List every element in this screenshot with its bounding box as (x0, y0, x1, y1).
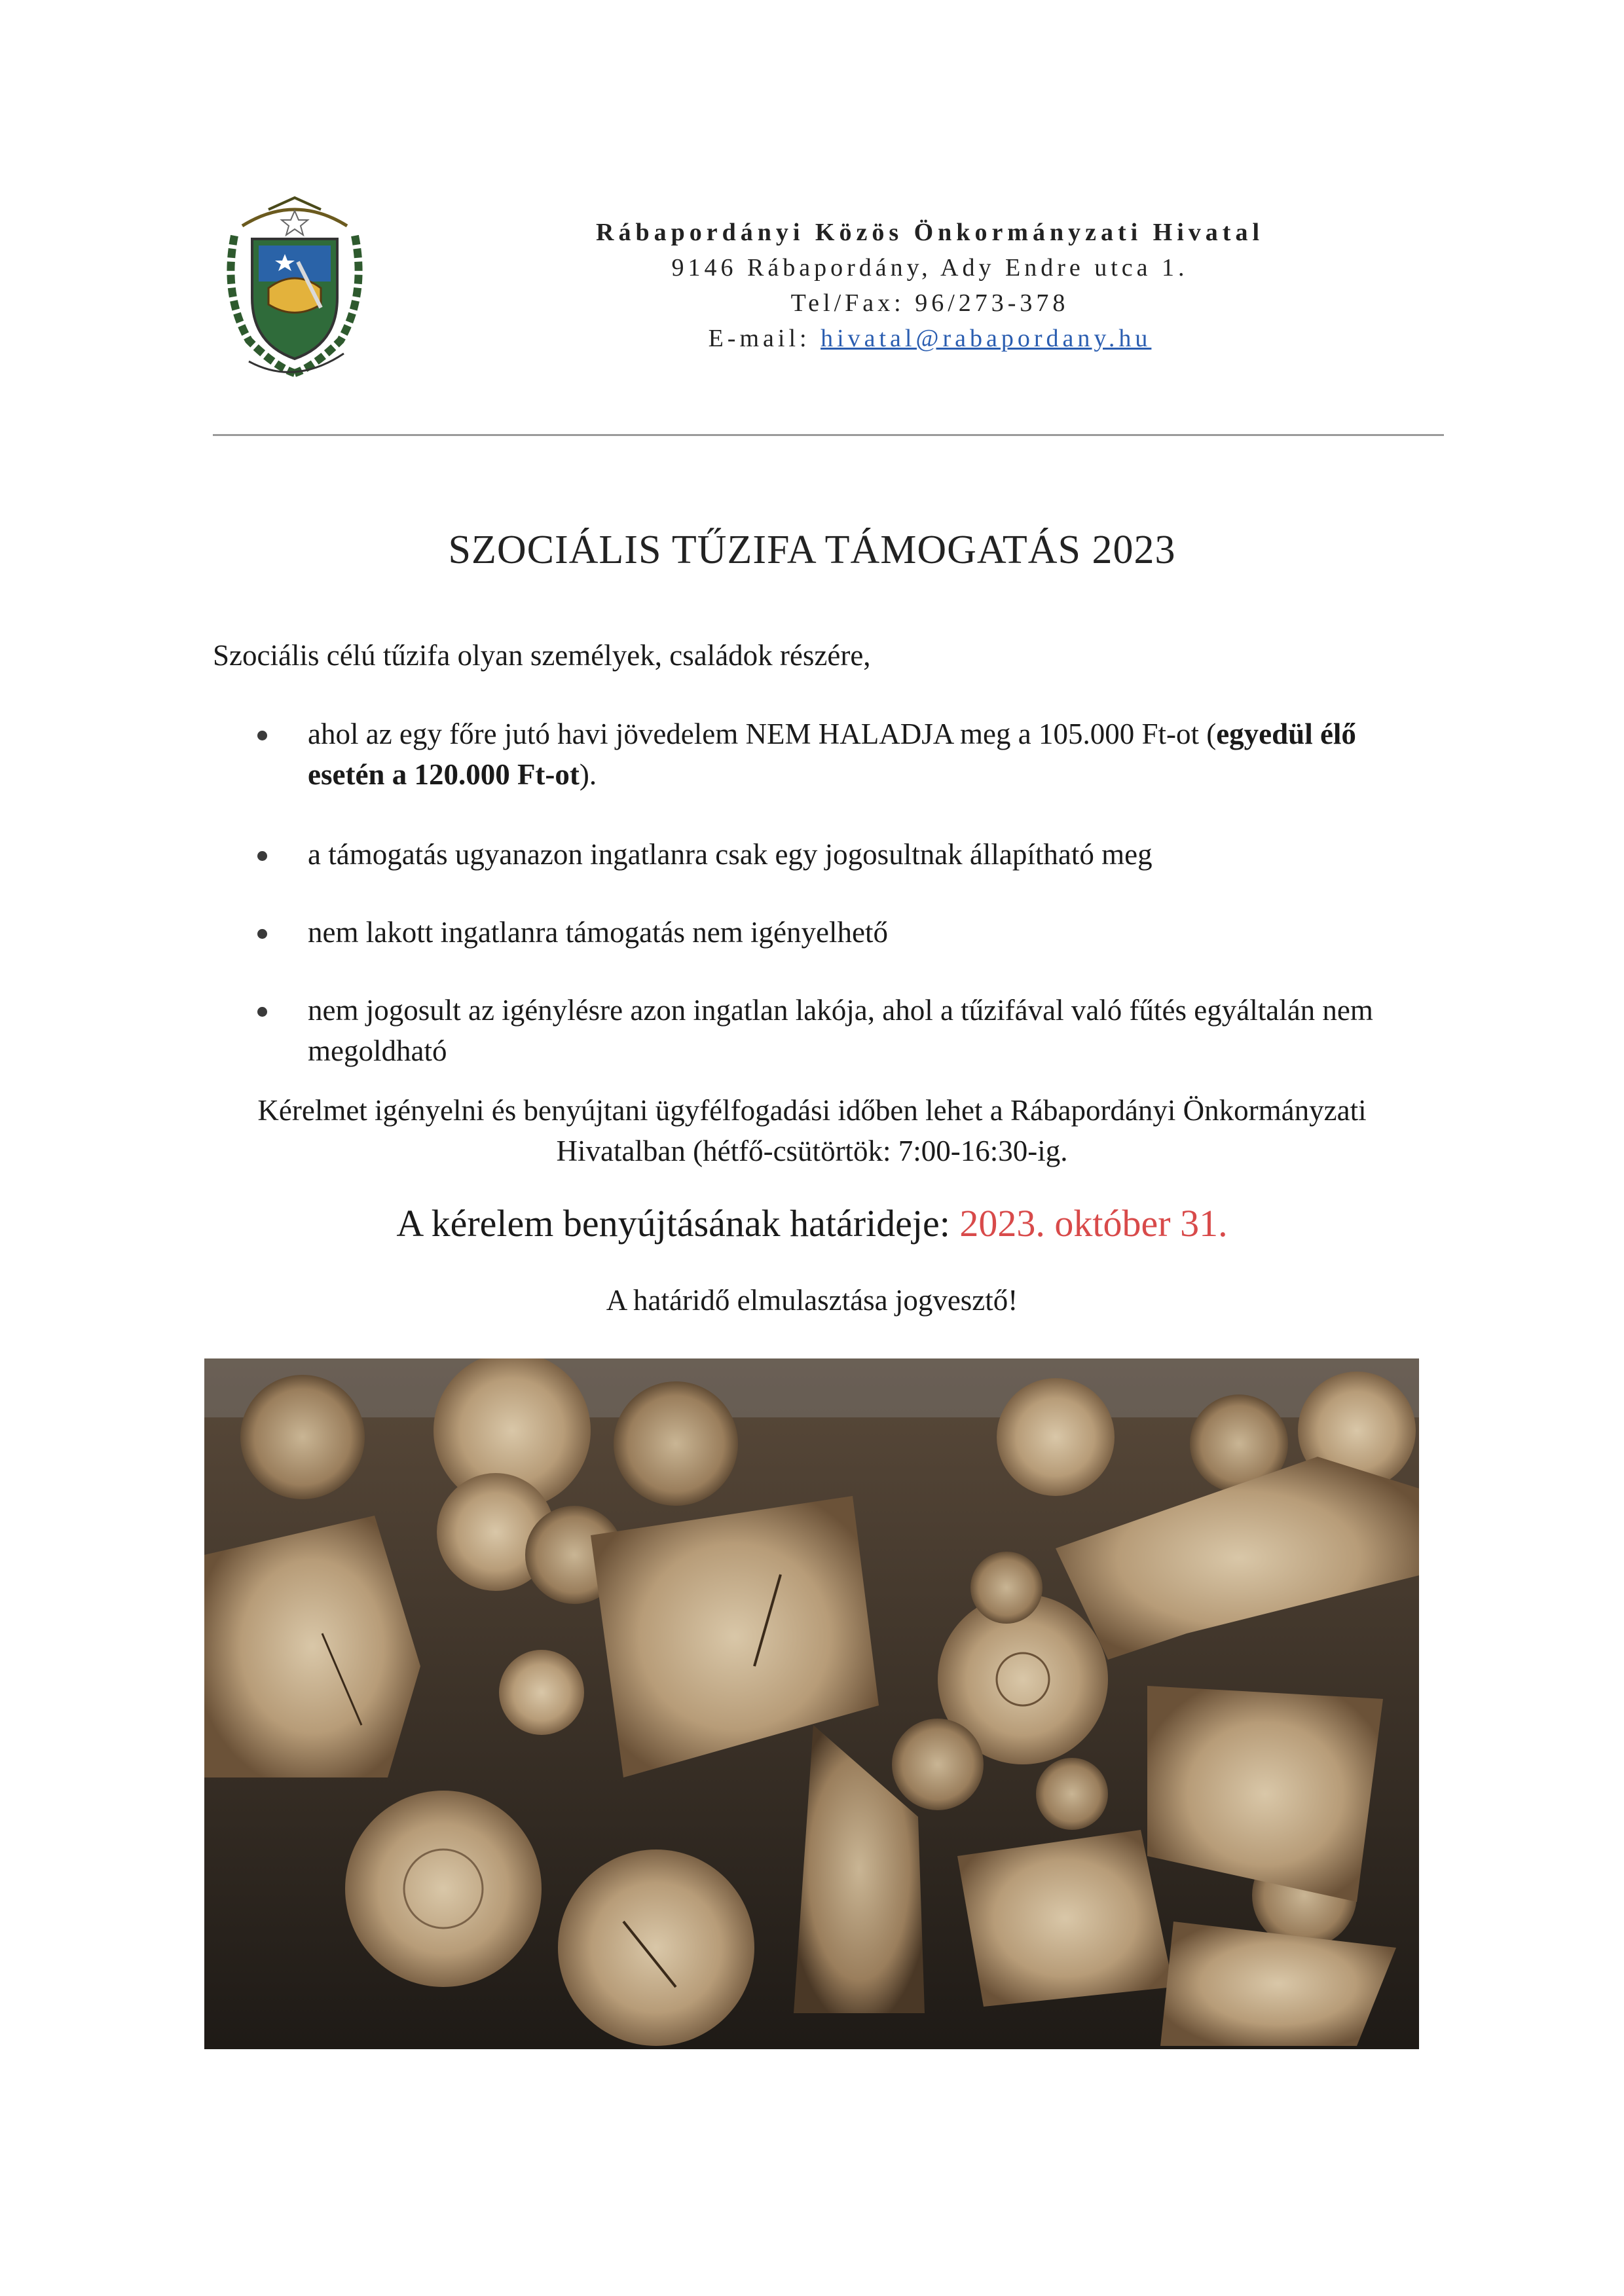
list-item-text: nem lakott ingatlanra támogatás nem igényelhető (308, 916, 888, 949)
letterhead (471, 215, 1388, 356)
list-item-text: a támogatás ugyanazon ingatlanra csak egy jogosultnak állapítható meg (308, 838, 1153, 871)
bullet-icon (257, 851, 267, 861)
firewood-stack-photo (204, 1358, 1419, 2049)
organization-name: Rábapordányi Közös Önkormányzati Hivatal (596, 219, 1264, 246)
email-link[interactable]: hivatal@rabapordany.hu (821, 325, 1152, 352)
bullet-icon (257, 731, 267, 740)
application-info: Kérelmet igényelni és benyújtani ügyfélfogadási időben lehet a Rábapordányi Önkormányzati Hivatalban (hétfő-csütörtök: 7:00-16:30-ig. (257, 1094, 1367, 1167)
list-item-text: ahol az egy főre jutó havi jövedelem NEM HALADJA meg a 105.000 Ft-ot ( (308, 718, 1217, 750)
page-title: SZOCIÁLIS TŰZIFA TÁMOGATÁS 2023 (448, 528, 1176, 572)
email-label: E-mail: (708, 325, 821, 352)
deadline-line (0, 1201, 1624, 1245)
list-item (213, 912, 1437, 953)
organization-phone: Tel/Fax: 96/273-378 (790, 289, 1069, 317)
list-item (213, 714, 1437, 795)
header-divider (213, 434, 1444, 436)
list-item-text-end: ). (579, 758, 597, 791)
list-item (213, 990, 1437, 1071)
list-item-text: nem jogosult az igénylésre azon ingatlan lakója, ahol a tűzifával való fűtés egyáltalán nem megoldható (308, 994, 1373, 1067)
organization-email-line (471, 321, 1388, 356)
deadline-warning: A határidő elmulasztása jogvesztő! (606, 1284, 1018, 1317)
list-item (213, 834, 1437, 875)
eligibility-list (213, 714, 1437, 1071)
bullet-icon (257, 929, 267, 939)
intro-text: Szociális célú tűzifa olyan személyek, családok részére, (213, 639, 871, 672)
bullet-icon (257, 1007, 267, 1017)
organization-address: 9146 Rábapordány, Ady Endre utca 1. (671, 254, 1189, 282)
deadline-date: 2023. október 31. (959, 1202, 1228, 1245)
coat-of-arms-icon (223, 190, 367, 393)
deadline-label: A kérelem benyújtásának határideje: (396, 1202, 960, 1245)
list-item-bold-text: egyedül élő esetén a 120.000 Ft-ot (308, 718, 1356, 791)
